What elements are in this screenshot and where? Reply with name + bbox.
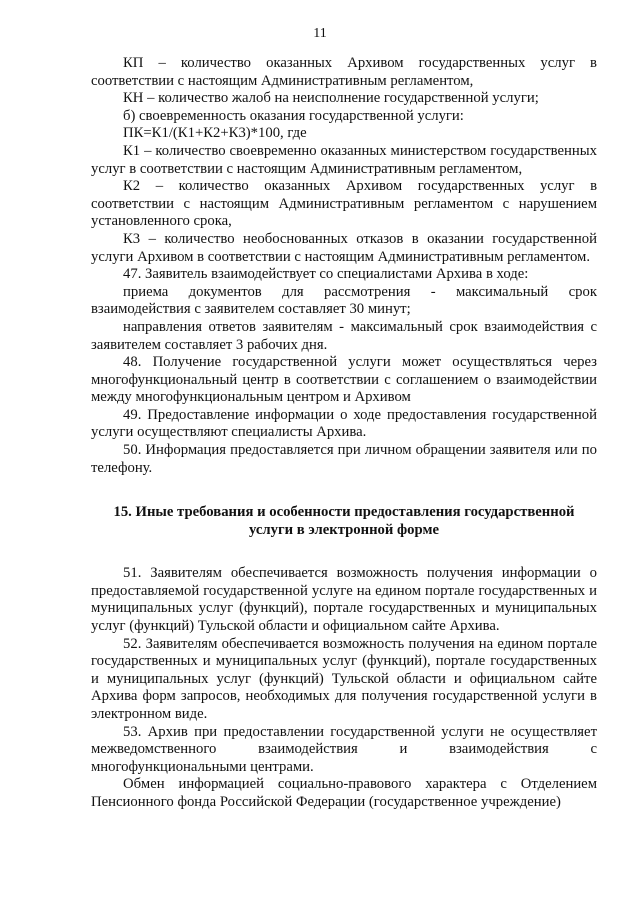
page-number: 11 [313,26,327,41]
paragraph-49: 49. Предоставление информации о ходе предоставления государственной услуги осуществляют специалисты Архива. [91,406,597,441]
paragraph-48: 48. Получение государственной услуги может осуществляться через многофункциональный центр в соответствии с соглашением о взаимодействии между многофункциональным центром и Архивом [91,354,597,406]
paragraph-k3-definition: К3 – количество необоснованных отказов в оказании государственной услуги Архивом в соответствии с настоящим Административным регламентом. [91,230,597,265]
paragraph-47: 47. Заявитель взаимодействует со специалистами Архива в ходе: [123,266,529,283]
paragraph-52: 52. Заявителям обеспечивается возможность получения на едином портале государственных и муниципальных услуг (функций), портале государственных и муниципальных услуг (функций) Тульской области и официальном сайте Архива форм запросов, необходимых для получения государственной услуги в электронном виде. [91,635,597,722]
paragraph-51: 51. Заявителям обеспечивается возможность получения информации о предоставляемой государственной услуге на едином портале государственных и муниципальных услуг (функций), портале государственных и муниципальных услуг (функций) Тульской области и официальном сайте Архива. [91,565,597,635]
paragraph-47-answers: направления ответов заявителям - максимальный срок взаимодействия с заявителем составляет 3 рабочих дня. [91,318,597,353]
paragraph-timeliness: б) своевременность оказания государственной услуги: [123,107,464,124]
section-heading: 15. Иные требования и особенности предоставления государственной услуги в электронной форме [113,504,575,539]
document-body [91,55,597,812]
paragraph-kp-definition: КП – количество оказанных Архивом государственных услуг в соответствии с настоящим Административным регламентом, [91,55,597,89]
paragraph-53: 53. Архив при предоставлении государственной услуги не осуществляет межведомственного взаимодействия и взаимодействия с многофункциональными центрами. [91,723,597,775]
paragraph-kn-definition: КН – количество жалоб на неисполнение государственной услуги; [123,90,539,107]
formula-pk: ПК=К1/(К1+К2+К3)*100, где [123,125,307,142]
paragraph-50: 50. Информация предоставляется при личном обращении заявителя или по телефону. [91,442,597,476]
paragraph-k1-definition: К1 – количество своевременно оказанных министерством государственных услуг в соответствии с настоящим Административным регламентом, [91,142,597,177]
paragraph-k2-definition: К2 – количество оказанных Архивом государственных услуг в соответствии с настоящим Административным регламентом с нарушением установленного срока, [91,178,597,230]
paragraph-exchange: Обмен информацией социально-правового характера с Отделением Пенсионного фонда Российской Федерации (государственное учреждение) [91,776,597,810]
paragraph-47-reception: приема документов для рассмотрения - максимальный срок взаимодействия с заявителем составляет 30 минут; [91,283,597,318]
